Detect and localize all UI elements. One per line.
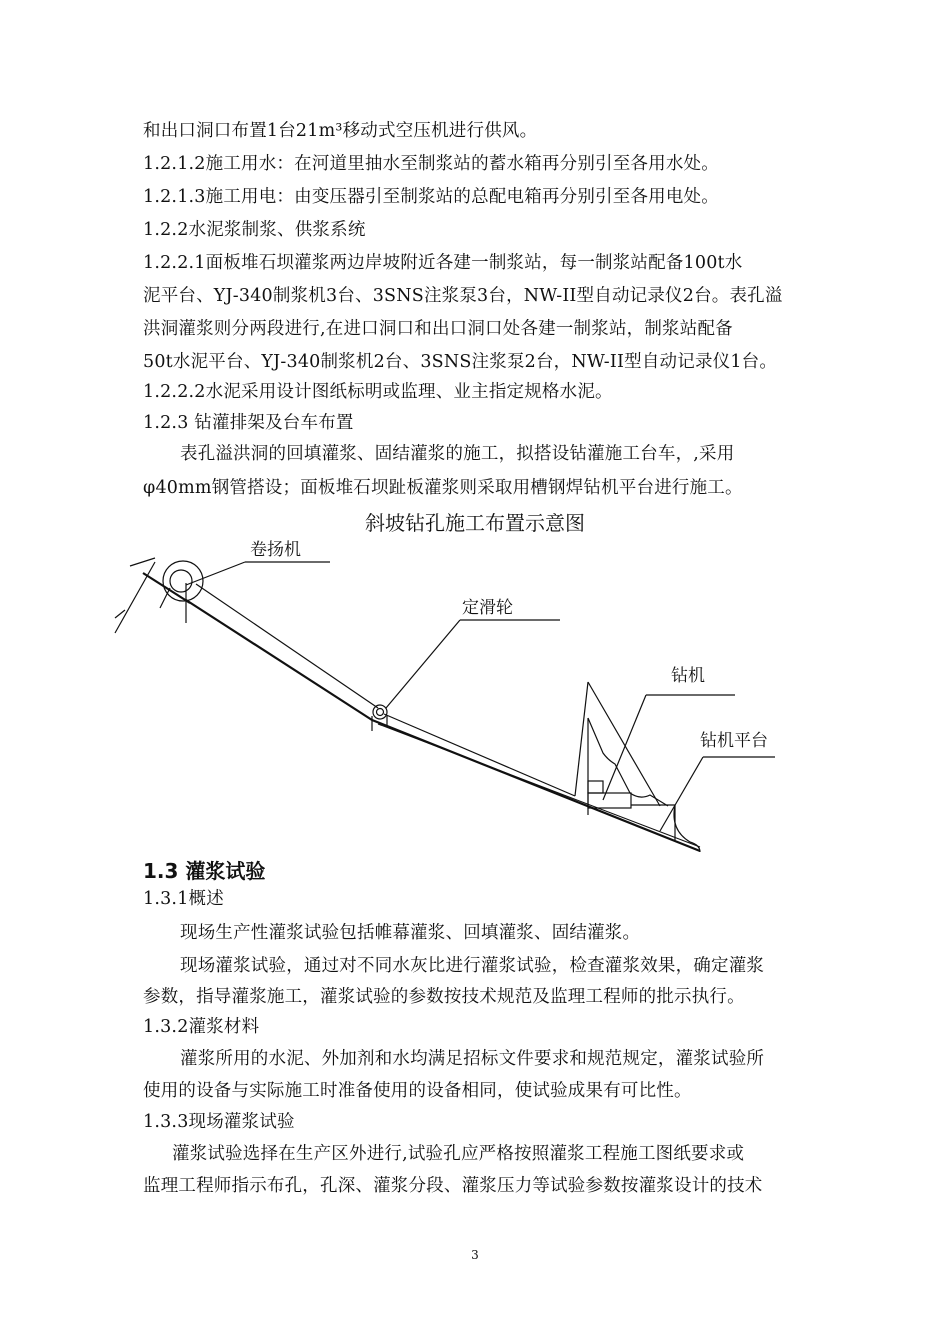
slope-drilling-diagram: [0, 520, 950, 860]
paragraph-line: 使用的设备与实际施工时准备使用的设备相同，使试验成果有可比性。: [143, 1081, 692, 1101]
page-number: 3: [471, 1248, 479, 1262]
subsection-heading: 1.3.1概述: [143, 889, 224, 909]
subsection-heading: 1.2.3 钻灌排架及台车布置: [143, 413, 354, 433]
paragraph-line: 泥平台、YJ-340制浆机3台、3SNS注浆泵3台，NW-II型自动记录仪2台。表孔溢: [143, 286, 783, 306]
paragraph-line: 1.2.2.2水泥采用设计图纸标明或监理、业主指定规格水泥。: [143, 382, 613, 402]
paragraph-line: 表孔溢洪洞的回填灌浆、固结灌浆的施工，拟搭设钻灌施工台车，,采用: [180, 444, 735, 464]
subsection-heading: 1.3.3现场灌浆试验: [143, 1112, 295, 1132]
platform-label: 钻机平台: [700, 731, 768, 751]
subsection-heading: 1.3.2灌浆材料: [143, 1017, 260, 1037]
winch-label: 卷扬机: [250, 540, 301, 560]
paragraph-line: 1.2.1.3施工用电：由变压器引至制浆站的总配电箱再分别引至各用电处。: [143, 187, 719, 207]
paragraph-line: 1.2.1.2施工用水：在河道里抽水至制浆站的蓄水箱再分别引至各用水处。: [143, 154, 719, 174]
paragraph-line: 监理工程师指示布孔，孔深、灌浆分段、灌浆压力等试验参数按灌浆设计的技术: [143, 1176, 763, 1196]
paragraph-line: 和出口洞口布置1台21m³移动式空压机进行供风。: [143, 121, 538, 141]
figure-title: 斜坡钻孔施工布置示意图: [365, 511, 585, 535]
drill-machine-icon: [588, 781, 603, 793]
pulley-label: 定滑轮: [462, 598, 513, 618]
paragraph-line: 灌浆试验选择在生产区外进行,试验孔应严格按照灌浆工程施工图纸要求或: [172, 1144, 745, 1164]
section-heading: 1.3 灌浆试验: [143, 859, 266, 883]
paragraph-line: 50t水泥平台、YJ-340制浆机2台、3SNS注浆泵2台，NW-II型自动记录仪1台。: [143, 352, 778, 372]
paragraph-line: 现场生产性灌浆试验包括帷幕灌浆、回填灌浆、固结灌浆。: [180, 923, 641, 943]
pulley-icon: [373, 705, 387, 719]
paragraph-line: 灌浆所用的水泥、外加剂和水均满足招标文件要求和规范规定，灌浆试验所: [180, 1049, 765, 1069]
subsection-heading: 1.2.2水泥浆制浆、供浆系统: [143, 220, 366, 240]
paragraph-line: 参数，指导灌浆施工，灌浆试验的参数按技术规范及监理工程师的批示执行。: [143, 987, 745, 1007]
paragraph-line: φ40mm钢管搭设；面板堆石坝趾板灌浆则采取用槽钢焊钻机平台进行施工。: [143, 478, 743, 498]
paragraph-line: 洪洞灌浆则分两段进行,在进口洞口和出口洞口处各建一制浆站，制浆站配备: [143, 319, 733, 339]
paragraph-line: 现场灌浆试验，通过对不同水灰比进行灌浆试验，检查灌浆效果，确定灌浆: [180, 956, 765, 976]
paragraph-line: 1.2.2.1面板堆石坝灌浆两边岸坡附近各建一制浆站，每一制浆站配备100t水: [143, 253, 743, 273]
drill-label: 钻机: [671, 666, 705, 686]
winch-inner-icon: [170, 570, 192, 592]
